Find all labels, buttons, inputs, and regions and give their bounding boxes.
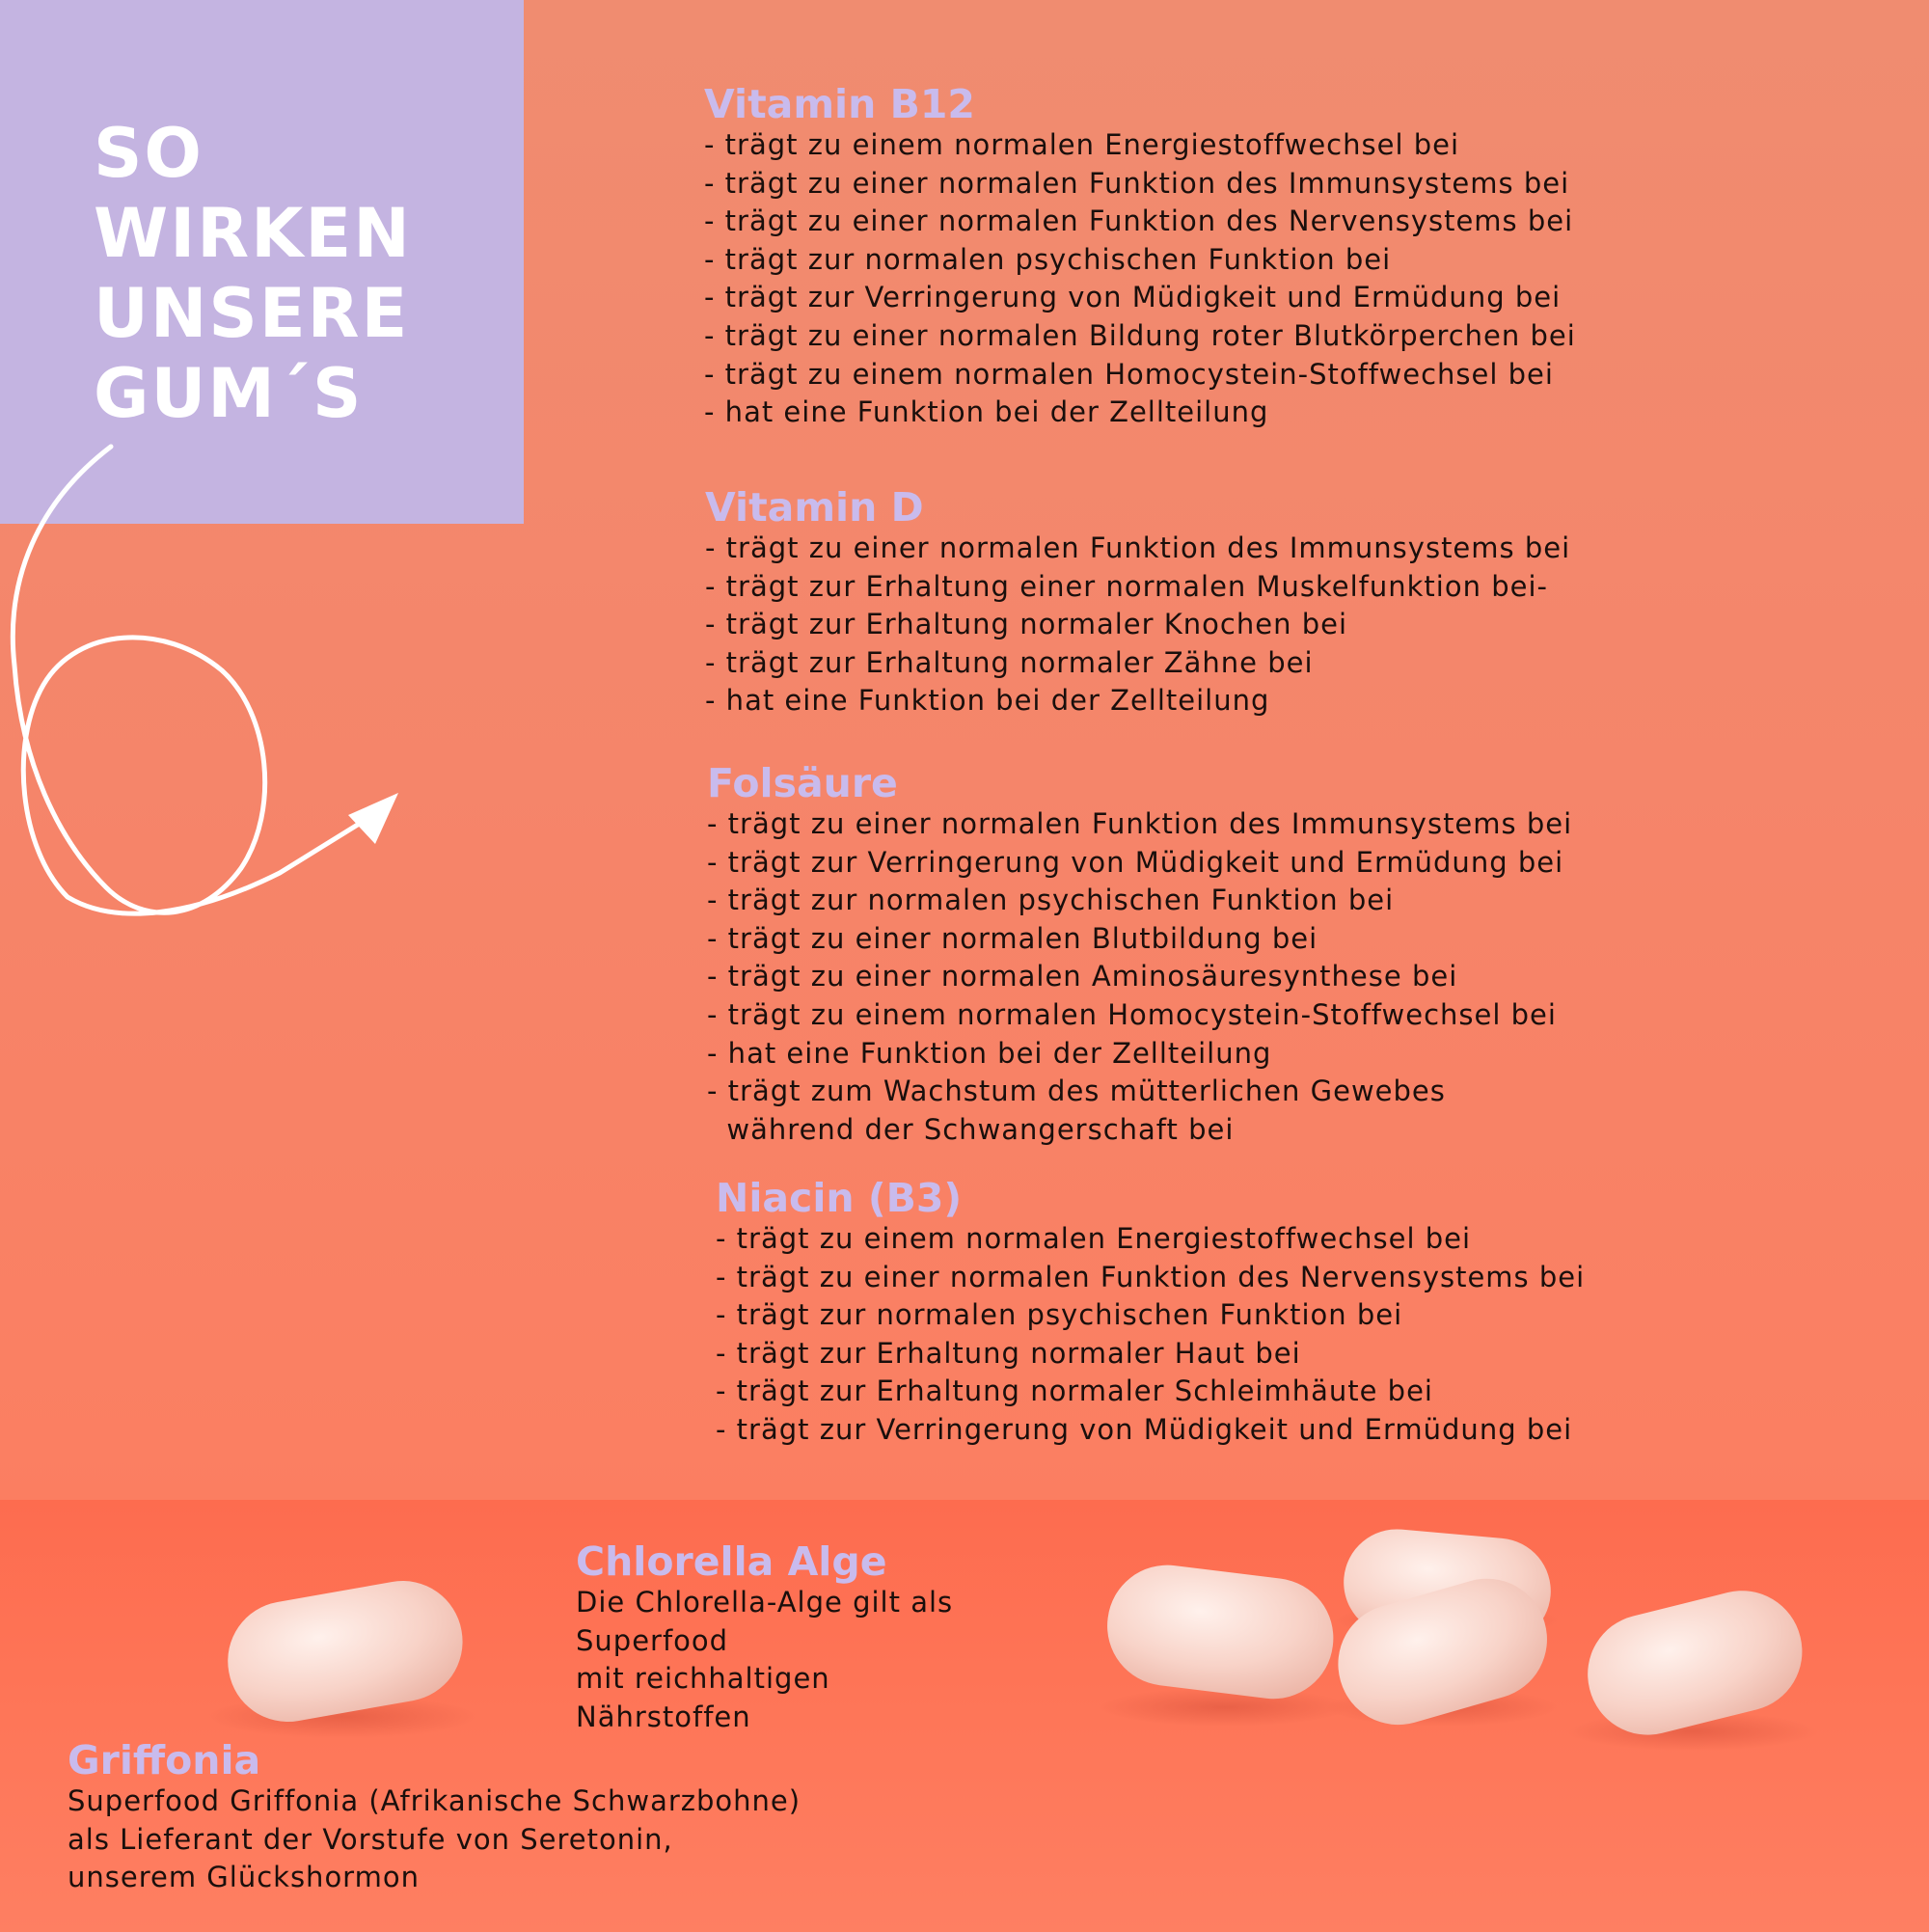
list-item: - trägt zum Wachstum des mütterlichen Gewebes bbox=[707, 1075, 1446, 1108]
list-item: - trägt zur Erhaltung einer normalen Muskelfunktion bei- bbox=[705, 569, 1548, 603]
section-vitamin-b12 bbox=[704, 82, 1576, 432]
swirl-arrow-icon bbox=[0, 424, 424, 926]
list-item: - trägt zur Erhaltung normaler Haut bei bbox=[716, 1336, 1301, 1370]
list-item: - hat eine Funktion bei der Zellteilung bbox=[707, 1036, 1272, 1070]
gum-piece bbox=[1100, 1559, 1350, 1727]
list-item: - trägt zu einer normalen Funktion des Immunsystems bei bbox=[707, 807, 1573, 840]
gum-pieces-illustration bbox=[0, 1500, 1929, 1932]
description-line: Superfood Griffonia (Afrikanische Schwarzbohne) bbox=[68, 1784, 801, 1817]
list-item: - trägt zur Erhaltung normaler Zähne bei bbox=[705, 645, 1314, 679]
list-item: - trägt zu einer normalen Funktion des Immunsystems bei bbox=[705, 531, 1571, 564]
gum-piece bbox=[207, 1571, 477, 1738]
list-item: - trägt zu einer normalen Blutbildung bei bbox=[707, 921, 1318, 955]
section-heading: Niacin (B3) bbox=[716, 1175, 963, 1221]
list-item: - trägt zu einem normalen Homocystein-Stoffwechsel bei bbox=[704, 357, 1554, 391]
list-item: - trägt zur normalen psychischen Funktion bei bbox=[704, 242, 1392, 276]
list-item: - trägt zur normalen psychischen Funktion bei bbox=[716, 1298, 1403, 1332]
section-heading: Vitamin B12 bbox=[704, 81, 975, 127]
description-line: als Lieferant der Vorstufe von Seretonin, bbox=[68, 1822, 673, 1856]
list-item: - trägt zur Verringerung von Müdigkeit und Ermüdung bei bbox=[704, 281, 1562, 314]
list-item: - trägt zu einer normalen Bildung roter Blutkörperchen bei bbox=[704, 318, 1576, 352]
section-heading: Vitamin D bbox=[705, 484, 924, 531]
list-item: - trägt zu einem normalen Energiestoffwechsel bei bbox=[704, 128, 1460, 161]
list-item: - trägt zur Verringerung von Müdigkeit und Ermüdung bei bbox=[716, 1412, 1573, 1446]
section-niacin bbox=[716, 1176, 1585, 1450]
section-vitamin-d bbox=[705, 485, 1570, 721]
description-line: mit reichhaltigen bbox=[576, 1662, 830, 1696]
section-folsaeure bbox=[707, 761, 1572, 1149]
title-line: WIRKEN bbox=[94, 194, 412, 273]
section-heading: Griffonia bbox=[68, 1737, 261, 1783]
list-item: während der Schwangerschaft bei bbox=[707, 1112, 1235, 1146]
list-item: - hat eine Funktion bei der Zellteilung bbox=[705, 684, 1270, 718]
list-item: - trägt zur Verringerung von Müdigkeit und Ermüdung bei bbox=[707, 845, 1564, 879]
description-line: unserem Glückshormon bbox=[68, 1861, 420, 1894]
description-line: Superfood bbox=[576, 1623, 729, 1657]
title-line: UNSERE bbox=[94, 274, 410, 353]
list-item: - trägt zu einem normalen Homocystein-Stoffwechsel bei bbox=[707, 997, 1557, 1031]
section-heading: Folsäure bbox=[707, 760, 898, 806]
title-line: GUM´S bbox=[94, 354, 364, 433]
list-item: - trägt zu einer normalen Funktion des Nervensystems bei bbox=[704, 204, 1574, 238]
description-line: Nährstoffen bbox=[576, 1700, 751, 1733]
list-item: - trägt zu einem normalen Energiestoffwechsel bei bbox=[716, 1222, 1472, 1255]
list-item: - trägt zu einer normalen Funktion des Immunsystems bei bbox=[704, 166, 1570, 200]
list-item: - hat eine Funktion bei der Zellteilung bbox=[704, 395, 1269, 429]
list-item: - trägt zu einer normalen Aminosäuresynthese bei bbox=[707, 960, 1458, 993]
title-line: SO bbox=[94, 114, 204, 193]
section-heading: Chlorella Alge bbox=[576, 1538, 887, 1585]
list-item: - trägt zur Erhaltung normaler Knochen bei bbox=[705, 608, 1347, 641]
page-title bbox=[94, 114, 412, 434]
description-line: Die Chlorella-Alge gilt als bbox=[576, 1586, 954, 1619]
list-item: - trägt zur normalen psychischen Funktion bei bbox=[707, 884, 1395, 917]
gum-piece bbox=[1567, 1578, 1818, 1751]
list-item: - trägt zu einer normalen Funktion des Nervensystems bei bbox=[716, 1260, 1586, 1293]
list-item: - trägt zur Erhaltung normaler Schleimhäute bei bbox=[716, 1374, 1433, 1408]
